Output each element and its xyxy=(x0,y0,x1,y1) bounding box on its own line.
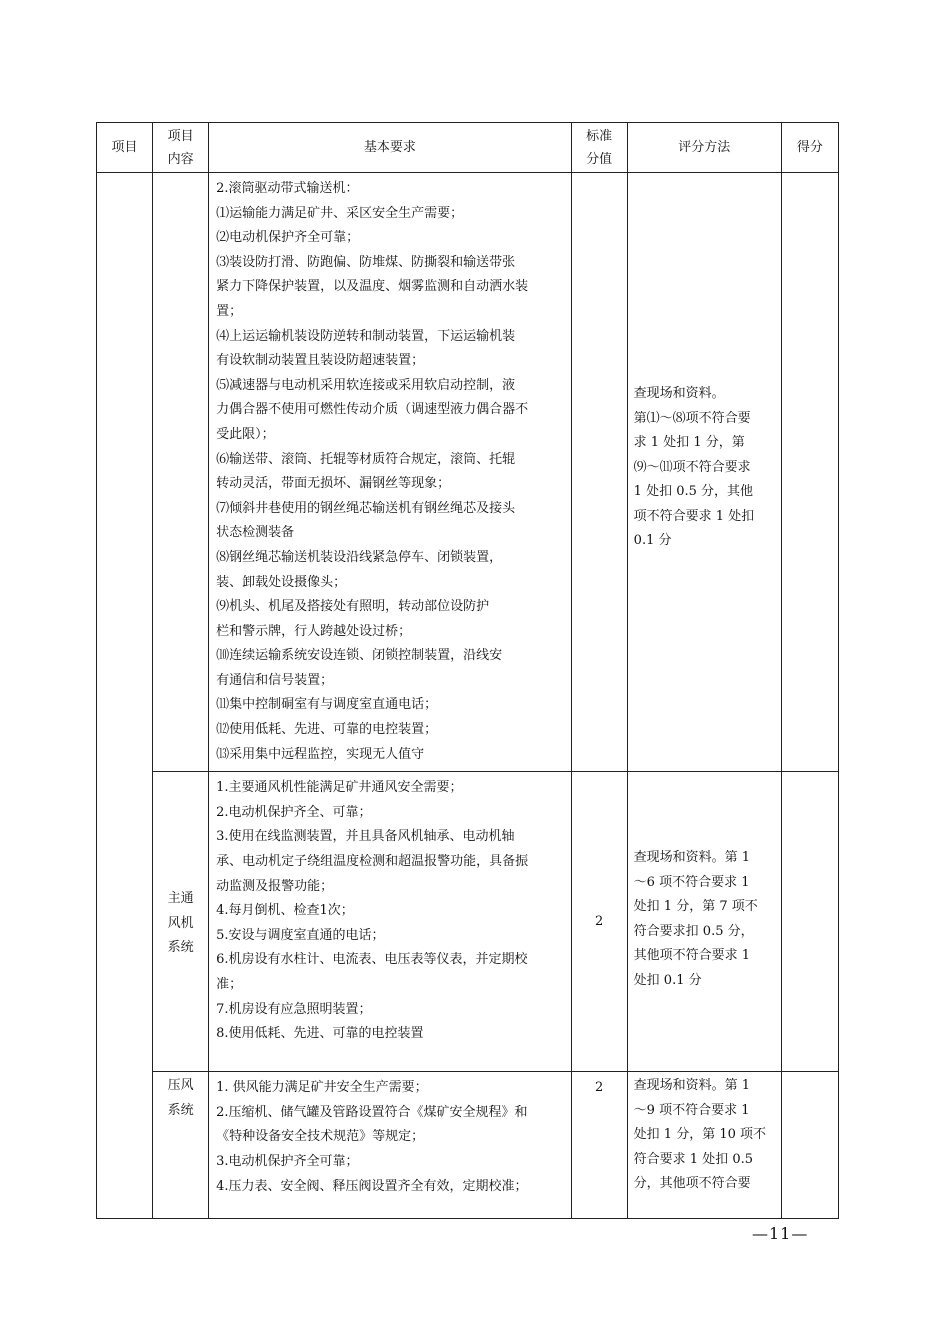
header-standard-score-line: 标准 xyxy=(586,128,613,144)
text-line: 转动灵活，带面无损坏、漏钢丝等现象； xyxy=(216,476,451,492)
text-line: ⑼机头、机尾及搭接处有照明，转动部位设防护 xyxy=(216,599,490,615)
standard-score: 2 xyxy=(595,1080,604,1096)
text-line: 有通信和信号装置； xyxy=(216,672,334,688)
header-project: 项目 xyxy=(97,123,153,173)
text-line: ⑾集中控制硐室有与调度室直通电话； xyxy=(216,697,438,713)
table-row xyxy=(97,173,839,772)
text-line: 2.电动机保护齐全、可靠； xyxy=(216,804,372,820)
table-row xyxy=(97,1072,839,1219)
method-cell xyxy=(627,772,781,1072)
header-requirements: 基本要求 xyxy=(209,123,571,173)
text-line: 置； xyxy=(216,303,243,319)
text-line: 力偶合器不使用可燃性传动介质（调速型液力偶合器不 xyxy=(216,402,529,418)
text-line: 栏和警示牌，行人跨越处设过桥； xyxy=(216,623,412,639)
text-line: 项不符合要求 1 处扣 xyxy=(633,508,755,524)
score-cell xyxy=(781,1072,838,1219)
text-line: 第⑴～⑻项不符合要 xyxy=(633,410,751,426)
text-line: 处扣 1 分，第 7 项不 xyxy=(633,899,758,915)
text-line: 3.电动机保护齐全可靠； xyxy=(216,1154,359,1170)
text-line: 系统 xyxy=(167,1102,194,1118)
text-line: 有设软制动装置且装设防超速装置； xyxy=(216,353,425,369)
table-row xyxy=(97,772,839,1072)
project-cell xyxy=(97,173,153,1219)
standard-score-cell xyxy=(571,173,627,772)
text-line: ⑷上运运输机装设防逆转和制动装置，下运运输机装 xyxy=(216,328,516,344)
text-line: 符合要求 1 处扣 0.5 xyxy=(633,1151,754,1167)
standard-score-cell xyxy=(571,1072,627,1219)
text-line: 7.机房设有应急照明装置； xyxy=(216,1001,372,1017)
text-line: 《特种设备安全技术规范》等规定； xyxy=(216,1129,425,1145)
text-line: 4.压力表、安全阀、释压阀设置齐全有效，定期校准； xyxy=(216,1178,528,1194)
header-standard-score xyxy=(571,123,627,173)
item-cell xyxy=(153,173,209,772)
score-cell xyxy=(781,772,838,1072)
scoring-table xyxy=(96,122,839,1219)
text-line: ⑹输送带、滚筒、托辊等材质符合规定，滚筒、托辊 xyxy=(216,451,516,467)
text-line: ～9 项不符合要求 1 xyxy=(633,1102,750,1118)
header-method: 评分方法 xyxy=(627,123,781,173)
requirements-cell xyxy=(209,772,571,1072)
text-line: 查现场和资料。 xyxy=(633,386,725,401)
text-line: 系统 xyxy=(167,940,194,956)
text-line: ⒀采用集中远程监控，实现无人值守 xyxy=(216,746,425,762)
requirements-cell xyxy=(209,1072,571,1219)
standard-score xyxy=(572,173,627,177)
score-cell xyxy=(781,173,838,772)
header-score: 得分 xyxy=(781,123,838,173)
header-item-content xyxy=(153,123,209,173)
text-line: 符合要求扣 0.5 分， xyxy=(633,923,754,939)
text-line: 处扣 0.1 分 xyxy=(633,972,702,988)
text-line: 压风 xyxy=(167,1078,194,1094)
text-line: 主通 xyxy=(167,891,194,907)
header-row xyxy=(97,123,839,173)
requirements-cell xyxy=(209,173,571,772)
text-line: ⑺倾斜井巷使用的钢丝绳芯输送机有钢丝绳芯及接头 xyxy=(216,500,516,516)
text-line: ⑵电动机保护齐全可靠； xyxy=(216,230,360,246)
text-line: 装、卸载处设摄像头； xyxy=(216,574,347,590)
text-line: 求 1 处扣 1 分，第 xyxy=(633,435,745,450)
text-line: 2.压缩机、储气罐及管路设置符合《煤矿安全规程》和 xyxy=(216,1104,528,1120)
text-line: 8.使用低耗、先进、可靠的电控装置 xyxy=(216,1026,424,1042)
text-line: 1. 供风能力满足矿井安全生产需要； xyxy=(216,1080,428,1096)
header-standard-score-line: 分值 xyxy=(586,151,613,167)
text-line: 处扣 1 分，第 10 项不 xyxy=(633,1127,767,1143)
text-line: 2.滚筒驱动带式输送机： xyxy=(216,181,359,196)
standard-score-cell xyxy=(571,772,627,1072)
method-cell xyxy=(627,1072,781,1219)
standard-score: 2 xyxy=(595,914,604,930)
text-line: ⑴运输能力满足矿井、采区安全生产需要； xyxy=(216,205,464,221)
text-line: 3.使用在线监测装置，并且具备风机轴承、电动机轴 xyxy=(216,829,515,845)
text-line: ⑿使用低耗、先进、可靠的电控装置； xyxy=(216,722,438,738)
text-line: ⑶装设防打滑、防跑偏、防堆煤、防撕裂和输送带张 xyxy=(216,254,516,270)
header-item-content-line: 内容 xyxy=(167,151,194,167)
text-line: 0.1 分 xyxy=(633,533,672,548)
text-line: 6.机房设有水柱计、电流表、电压表等仪表，并定期校 xyxy=(216,952,528,968)
text-line: 动监测及报警功能； xyxy=(216,878,334,894)
text-line: 状态检测装备 xyxy=(216,525,295,541)
header-item-content-line: 项目 xyxy=(167,128,194,144)
text-line: ⑼～⑾项不符合要求 xyxy=(633,459,751,475)
item-cell xyxy=(153,772,209,1072)
text-line: ～6 项不符合要求 1 xyxy=(633,874,750,890)
text-line: 紧力下降保护装置，以及温度、烟雾监测和自动洒水装 xyxy=(216,279,529,295)
text-line: 分，其他项不符合要 xyxy=(633,1176,751,1192)
method-cell xyxy=(627,173,781,772)
text-line: 5.安设与调度室直通的电话； xyxy=(216,927,385,943)
text-line: 其他项不符合要求 1 xyxy=(633,948,751,964)
text-line: 查现场和资料。第 1 xyxy=(633,1078,751,1094)
item-cell xyxy=(153,1072,209,1219)
text-line: 4.每月倒机、检查1次； xyxy=(216,903,354,919)
text-line: ⑻钢丝绳芯输送机装设沿线紧急停车、闭锁装置， xyxy=(216,549,503,565)
text-line: 1 处扣 0.5 分，其他 xyxy=(633,484,754,499)
text-line: 查现场和资料。第 1 xyxy=(633,850,751,866)
text-line: 1.主要通风机性能满足矿井通风安全需要； xyxy=(216,780,463,796)
page-number: —11— xyxy=(752,1224,809,1243)
text-line: 承、电动机定子绕组温度检测和超温报警功能，具备振 xyxy=(216,854,529,870)
text-line: ⑸减速器与电动机采用软连接或采用软启动控制，液 xyxy=(216,377,516,393)
text-line: 风机 xyxy=(167,915,194,931)
text-line: 准； xyxy=(216,977,243,992)
text-line: 受此限）； xyxy=(216,426,275,442)
text-line: ⑽连续运输系统安设连锁、闭锁控制装置，沿线安 xyxy=(216,648,503,664)
